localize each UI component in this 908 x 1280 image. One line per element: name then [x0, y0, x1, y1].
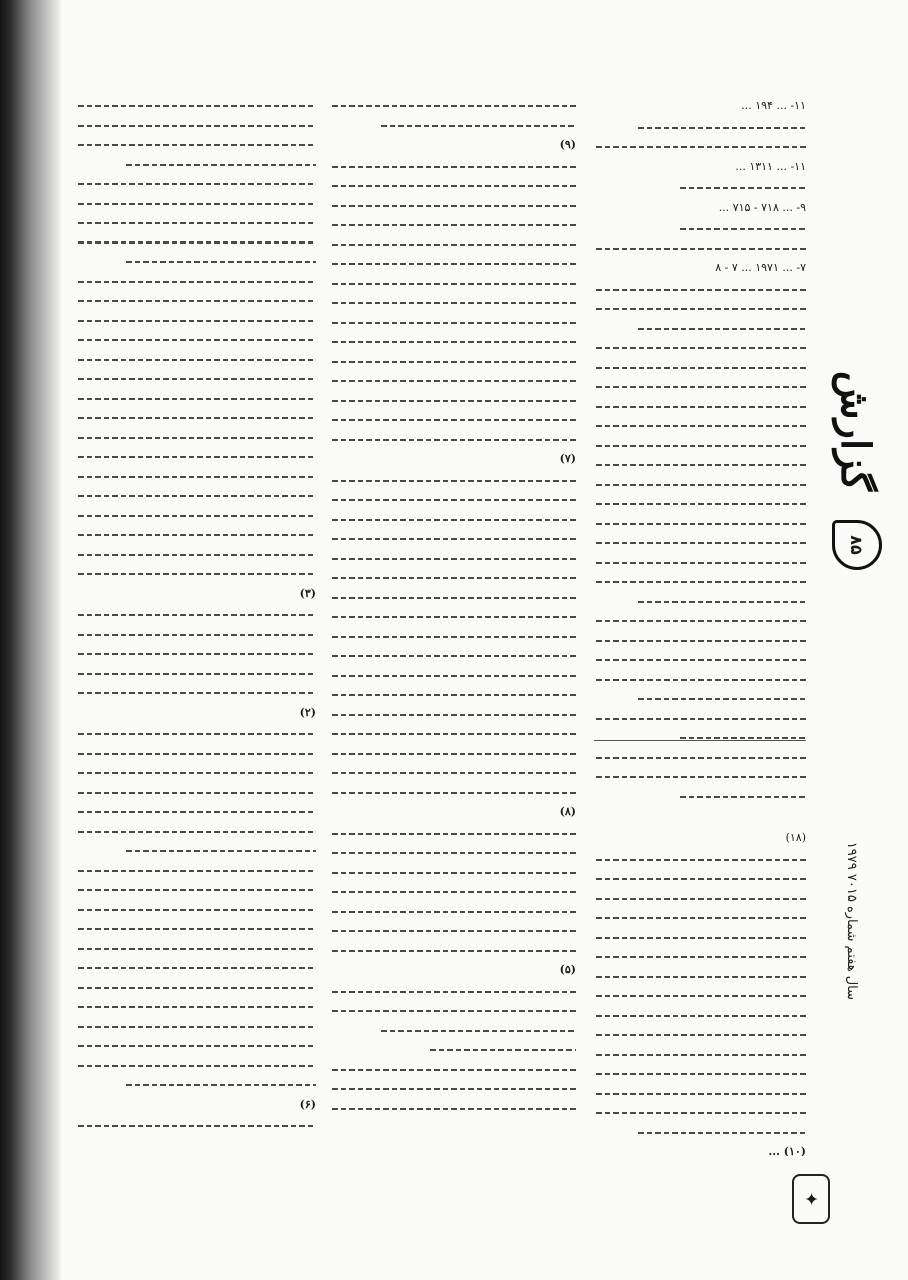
- text-line: [78, 525, 316, 545]
- text-line: [332, 371, 576, 391]
- text-line: [332, 705, 576, 725]
- text-line: [332, 293, 576, 313]
- text-line: [596, 1123, 806, 1143]
- text-line: [596, 299, 806, 319]
- text-line: [596, 280, 806, 300]
- text-line: [596, 475, 806, 495]
- section-marker: (۶): [299, 1097, 316, 1111]
- text-line: [596, 1103, 806, 1123]
- text-line: [332, 96, 576, 116]
- note-line: ۱۱- ... ۱۹۴ ...: [741, 99, 806, 112]
- text-line: [332, 627, 576, 647]
- text-line: [332, 882, 576, 902]
- text-line: [596, 967, 806, 987]
- text-line: [78, 311, 316, 331]
- text-line: [332, 588, 576, 608]
- text-line: [596, 319, 806, 339]
- section-marker: (۷): [559, 452, 576, 465]
- text-line: [596, 592, 806, 612]
- text-line: [332, 176, 576, 196]
- text-line: [78, 822, 316, 842]
- text-line: [332, 529, 576, 549]
- text-line: [332, 1079, 576, 1099]
- text-line: [78, 919, 316, 939]
- text-line: [78, 155, 316, 175]
- text-line: [332, 490, 576, 510]
- text-line: [78, 272, 316, 292]
- text-line: [78, 683, 316, 703]
- note-line: ۹- ... ۷۱۸ - ۷۱۵ ...: [718, 200, 806, 214]
- column-middle: [332, 96, 576, 1156]
- text-line: [596, 767, 806, 787]
- text-line: [78, 1075, 316, 1095]
- running-header-text: سال هفتم شماره ۷۰۱۵ ۱۹۷۹: [844, 841, 860, 1000]
- text-line: [596, 118, 806, 138]
- text-line: [78, 291, 316, 311]
- text-line: [332, 313, 576, 333]
- text-line: [332, 646, 576, 666]
- section-marker: (۸): [559, 805, 576, 818]
- text-line: [78, 978, 316, 998]
- column-right: [596, 96, 806, 1156]
- text-line: [78, 644, 316, 664]
- text-line: [78, 1017, 316, 1037]
- text-line: [596, 436, 806, 456]
- text-line: [78, 545, 316, 565]
- text-line: [332, 902, 576, 922]
- text-line: [78, 389, 316, 409]
- text-line: [78, 447, 316, 467]
- text-line: [596, 947, 806, 967]
- text-line: [596, 869, 806, 889]
- text-line: [332, 666, 576, 686]
- text-line: [78, 330, 316, 350]
- text-line: [596, 1025, 806, 1045]
- text-line: [332, 1060, 576, 1080]
- text-line: [332, 116, 576, 136]
- text-line: [78, 428, 316, 448]
- text-line: [78, 194, 316, 214]
- text-line: [596, 787, 806, 807]
- text-line: [596, 416, 806, 436]
- text-line: [332, 235, 576, 255]
- text-line: [332, 783, 576, 803]
- text-line: [596, 928, 806, 948]
- text-line: [78, 744, 316, 764]
- text-line: [78, 486, 316, 506]
- text-line: [78, 900, 316, 920]
- text-line: [78, 408, 316, 428]
- text-line: [78, 467, 316, 487]
- text-line: [78, 1116, 316, 1136]
- text-line: [596, 1064, 806, 1084]
- text-line: [78, 233, 316, 253]
- text-line: [596, 455, 806, 475]
- text-line: [596, 1084, 806, 1104]
- text-line: [596, 631, 806, 651]
- text-line: [78, 1036, 316, 1056]
- section-marker: (۳): [299, 586, 316, 600]
- text-line: [332, 1021, 576, 1041]
- text-line: [332, 1001, 576, 1021]
- text-line: [78, 664, 316, 684]
- text-line: [332, 744, 576, 764]
- scan-binding-shadow: [0, 0, 62, 1280]
- text-line: [332, 254, 576, 274]
- text-line: [596, 986, 806, 1006]
- text-line: [332, 1040, 576, 1060]
- text-line: [78, 96, 316, 116]
- text-line: [332, 607, 576, 627]
- text-line: [596, 338, 806, 358]
- text-line: [332, 391, 576, 411]
- section-heading: (۱۰) ...: [768, 1145, 806, 1156]
- text-line: [78, 939, 316, 959]
- text-line: [78, 350, 316, 370]
- text-line: [332, 510, 576, 530]
- text-line: [332, 843, 576, 863]
- text-line: [332, 196, 576, 216]
- column-divider: [594, 740, 806, 741]
- text-line: [596, 650, 806, 670]
- text-line: [596, 358, 806, 378]
- text-line: [78, 880, 316, 900]
- logo-text: گزارش: [832, 370, 880, 492]
- text-line: [78, 605, 316, 625]
- text-line: [78, 802, 316, 822]
- text-line: [332, 549, 576, 569]
- text-line: [78, 841, 316, 861]
- text-line: [596, 670, 806, 690]
- text-line: [596, 1006, 806, 1026]
- text-line: [596, 908, 806, 928]
- text-line: [78, 564, 316, 584]
- text-line: [596, 219, 806, 239]
- text-line: [78, 724, 316, 744]
- text-line: [596, 397, 806, 417]
- text-line: [332, 824, 576, 844]
- text-line: [78, 625, 316, 645]
- text-line: [78, 1056, 316, 1076]
- text-line: [596, 514, 806, 534]
- text-line: [332, 941, 576, 961]
- text-line: [596, 137, 806, 157]
- text-line: [78, 783, 316, 803]
- text-line: [332, 430, 576, 450]
- text-line: [78, 997, 316, 1017]
- publisher-logo-icon: ✦: [792, 1174, 830, 1224]
- text-line: [596, 377, 806, 397]
- text-line: [78, 958, 316, 978]
- text-line: [332, 410, 576, 430]
- masthead-logo: [826, 346, 886, 516]
- section-marker: (۵): [559, 963, 576, 976]
- text-line: [78, 369, 316, 389]
- text-line: [596, 689, 806, 709]
- text-line: [332, 982, 576, 1002]
- text-line: [596, 1045, 806, 1065]
- column-left: [78, 96, 316, 1156]
- text-line: [332, 274, 576, 294]
- text-line: [596, 850, 806, 870]
- text-line: [596, 728, 806, 748]
- text-line: [332, 157, 576, 177]
- text-line: [78, 116, 316, 136]
- note-line: ۷- ... ۱۹۷۱ ... ۷ - ۸: [715, 261, 806, 274]
- text-line: [332, 921, 576, 941]
- text-line: [78, 252, 316, 272]
- text-line: [596, 494, 806, 514]
- page-number-badge: ۸۵: [832, 520, 882, 570]
- text-line: [78, 861, 316, 881]
- text-line: [332, 863, 576, 883]
- note-line: ۱۱- ... ۱۳۱۱ ...: [735, 159, 806, 173]
- text-line: [596, 178, 806, 198]
- text-line: [596, 572, 806, 592]
- text-line: [78, 506, 316, 526]
- text-line: [596, 611, 806, 631]
- section-marker: (۹): [559, 138, 576, 151]
- text-line: [78, 174, 316, 194]
- text-line: [596, 748, 806, 768]
- text-line: [596, 533, 806, 553]
- reference-marker: (۱۸): [785, 831, 806, 844]
- text-line: [332, 724, 576, 744]
- text-line: [332, 215, 576, 235]
- text-line: [596, 889, 806, 909]
- text-line: [332, 685, 576, 705]
- text-line: [332, 352, 576, 372]
- text-line: [596, 239, 806, 259]
- text-line: [332, 568, 576, 588]
- text-line: [332, 763, 576, 783]
- section-marker: (۲): [299, 705, 316, 719]
- text-line: [332, 1099, 576, 1119]
- text-line: [332, 332, 576, 352]
- running-header: [826, 560, 878, 1000]
- text-line: [78, 135, 316, 155]
- text-line: [78, 213, 316, 233]
- text-line: [596, 553, 806, 573]
- text-line: [596, 709, 806, 729]
- text-line: [78, 763, 316, 783]
- text-line: [332, 471, 576, 491]
